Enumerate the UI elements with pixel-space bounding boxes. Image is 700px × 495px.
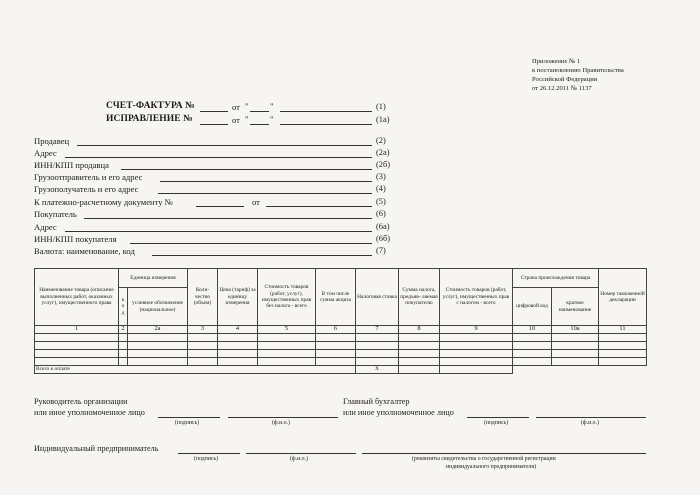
field-line-currency[interactable] xyxy=(152,255,372,256)
field-line-payment-doc-date[interactable] xyxy=(266,206,372,207)
appendix-line: от 26.12.2011 № 1137 xyxy=(532,85,592,92)
field-label-buyer: Покупатель xyxy=(34,209,77,219)
chief-name-line[interactable] xyxy=(536,417,646,418)
invoice-from-word: от xyxy=(232,102,240,112)
chief-label-line2: или иное уполномоченное лицо xyxy=(343,408,454,417)
invoice-code: (1) xyxy=(376,102,386,111)
correction-quote-close: " xyxy=(270,114,274,124)
table-cell[interactable] xyxy=(119,342,128,350)
column-number-row xyxy=(35,326,647,334)
table-cell[interactable] xyxy=(188,342,218,350)
table-cell[interactable] xyxy=(440,358,513,366)
table-cell[interactable] xyxy=(35,358,119,366)
table-cell[interactable] xyxy=(356,334,399,342)
field-code: (2б) xyxy=(376,160,391,169)
table-cell[interactable] xyxy=(258,350,316,358)
field-code: (5) xyxy=(376,197,386,206)
column-number: 11 xyxy=(599,326,647,334)
correction-month-line[interactable] xyxy=(280,124,372,125)
table-cell[interactable] xyxy=(258,342,316,350)
table-cell[interactable] xyxy=(440,342,513,350)
column-number: 8 xyxy=(399,326,440,334)
table-cell[interactable] xyxy=(440,350,513,358)
table-cell[interactable] xyxy=(258,358,316,366)
field-code: (6а) xyxy=(376,222,390,231)
total-empty xyxy=(513,366,647,374)
head-label-line2: или иное уполномоченное лицо xyxy=(34,408,145,417)
field-line-shipper[interactable] xyxy=(160,181,372,182)
header-customs: Номер таможенной декларации xyxy=(599,269,647,326)
field-code: (6б) xyxy=(376,234,391,243)
table-cell[interactable] xyxy=(513,342,552,350)
field-label-seller-inn: ИНН/КПП продавца xyxy=(34,160,109,170)
field-code: (2) xyxy=(376,136,386,145)
table-cell[interactable] xyxy=(599,342,647,350)
field-label-consignee: Грузополучатель и его адрес xyxy=(34,184,139,194)
head-name-line[interactable] xyxy=(228,417,338,418)
table-cell[interactable] xyxy=(599,334,647,342)
table-header-row xyxy=(35,269,647,288)
invoice-month-line[interactable] xyxy=(280,111,372,112)
correction-code: (1а) xyxy=(376,115,390,124)
field-line-payment-doc-number[interactable] xyxy=(196,206,244,207)
field-code: (4) xyxy=(376,184,386,193)
table-cell[interactable] xyxy=(513,334,552,342)
appendix-line: Российской Федерации xyxy=(532,76,598,83)
table-cell[interactable] xyxy=(356,350,399,358)
head-signature-caption: (подпись) xyxy=(175,420,200,426)
table-cell[interactable] xyxy=(258,334,316,342)
invoice-title: СЧЕТ-ФАКТУРА № xyxy=(106,101,195,111)
correction-number-line[interactable] xyxy=(200,124,228,125)
invoice-quote-close: " xyxy=(270,101,274,111)
chief-signature-line[interactable] xyxy=(467,417,529,418)
correction-quote-open: " xyxy=(245,114,249,124)
field-line-buyer-inn[interactable] xyxy=(130,243,372,244)
field-label-payment-doc: К платежно-расчетному документу № xyxy=(34,197,173,207)
table-cell[interactable] xyxy=(128,358,188,366)
table-cell[interactable] xyxy=(119,358,128,366)
header-qty: Коли- чество (объем) xyxy=(188,269,218,326)
table-cell[interactable] xyxy=(552,342,599,350)
header-excise: В том числе сумма акциза xyxy=(316,269,356,326)
total-mark: X xyxy=(356,366,399,374)
table-cell[interactable] xyxy=(128,350,188,358)
table-cell[interactable] xyxy=(356,358,399,366)
field-line-seller-address[interactable] xyxy=(65,157,372,158)
entrepreneur-name-caption: (ф.и.о.) xyxy=(290,456,308,462)
table-cell[interactable] xyxy=(188,350,218,358)
table-cell[interactable] xyxy=(188,334,218,342)
table-cell[interactable] xyxy=(513,358,552,366)
column-number: 6 xyxy=(316,326,356,334)
field-label-buyer-inn: ИНН/КПП покупателя xyxy=(34,234,117,244)
requisites-caption-line2: индивидуального предпринимателя) xyxy=(446,464,537,470)
invoice-number-line[interactable] xyxy=(200,111,228,112)
table-cell[interactable] xyxy=(399,342,440,350)
total-tax-cell[interactable] xyxy=(399,366,440,374)
goods-table xyxy=(34,268,647,374)
field-line-seller-inn[interactable] xyxy=(121,169,372,170)
column-number: 4 xyxy=(218,326,258,334)
field-label-seller-address: Адрес xyxy=(34,148,57,158)
header-price: Цена (тариф) за единицу измерения xyxy=(218,269,258,326)
table-cell[interactable] xyxy=(399,358,440,366)
field-line-buyer[interactable] xyxy=(84,218,372,219)
entrepreneur-name-line[interactable] xyxy=(246,453,356,454)
header-origin: Страна происхождения товара xyxy=(513,269,599,288)
field-line-buyer-address[interactable] xyxy=(65,231,372,232)
field-label-shipper: Грузоотправитель и его адрес xyxy=(34,172,143,182)
column-number: 10а xyxy=(552,326,599,334)
total-label: Всего к оплате xyxy=(35,366,356,374)
table-cell[interactable] xyxy=(35,350,119,358)
column-number: 1 xyxy=(35,326,119,334)
appendix-line: Приложение № 1 xyxy=(532,58,581,65)
table-cell[interactable] xyxy=(399,350,440,358)
entrepreneur-requisites-line[interactable] xyxy=(362,453,646,454)
field-line-consignee[interactable] xyxy=(158,193,372,194)
entrepreneur-label: Индивидуальный предприниматель xyxy=(34,444,159,453)
header-origin-code: цифровой код xyxy=(513,288,552,326)
head-name-caption: (ф.и.о.) xyxy=(272,420,290,426)
header-tax-rate: Налоговая ставка xyxy=(356,269,399,326)
table-cell[interactable] xyxy=(552,334,599,342)
field-code: (7) xyxy=(376,246,386,255)
header-origin-name: краткое наименование xyxy=(552,288,599,326)
column-number: 9 xyxy=(440,326,513,334)
table-cell[interactable] xyxy=(316,334,356,342)
requisites-caption-line1: (реквизиты свидетельства о государственной регистрации xyxy=(412,456,556,462)
column-number: 2а xyxy=(128,326,188,334)
appendix-line: к постановлению Правительства xyxy=(532,67,624,74)
field-code: (3) xyxy=(376,172,386,181)
table-cell[interactable] xyxy=(316,342,356,350)
invoice-quote-open: " xyxy=(245,101,249,111)
table-cell[interactable] xyxy=(119,334,128,342)
field-code: (2а) xyxy=(376,148,390,157)
header-unit: Единица измерения xyxy=(119,269,188,288)
table-cell[interactable] xyxy=(513,350,552,358)
table-cell[interactable] xyxy=(35,342,119,350)
entrepreneur-signature-caption: (подпись) xyxy=(194,456,219,462)
correction-from-word: от xyxy=(232,115,240,125)
chief-signature-caption: (подпись) xyxy=(484,420,509,426)
column-number: 10 xyxy=(513,326,552,334)
header-unit-name: условное обозначение (национальное) xyxy=(128,288,188,326)
table-cell[interactable] xyxy=(599,350,647,358)
field-payment-doc-from: от xyxy=(252,197,260,207)
table-row[interactable] xyxy=(35,350,647,358)
table-cell[interactable] xyxy=(316,358,356,366)
table-cell[interactable] xyxy=(218,334,258,342)
table-cell[interactable] xyxy=(218,358,258,366)
table-cell[interactable] xyxy=(119,350,128,358)
table-cell[interactable] xyxy=(399,334,440,342)
header-goods: Наименование товара (описание выполненных работ, оказанных услуг), имущественного права xyxy=(35,269,119,326)
appendix-note xyxy=(532,57,624,93)
column-number: 7 xyxy=(356,326,399,334)
column-number: 2 xyxy=(119,326,128,334)
table-cell[interactable] xyxy=(218,350,258,358)
table-cell[interactable] xyxy=(552,350,599,358)
table-row[interactable] xyxy=(35,358,647,366)
header-cost-with-tax: Стоимость товаров (работ, услуг), имущественных прав с налогом - всего xyxy=(440,269,513,326)
header-unit-code: к о д xyxy=(119,288,128,326)
chief-label-line1: Главный бухгалтер xyxy=(343,397,410,406)
invoice-day-line[interactable] xyxy=(250,111,269,112)
table-cell[interactable] xyxy=(356,342,399,350)
column-number: 3 xyxy=(188,326,218,334)
correction-title: ИСПРАВЛЕНИЕ № xyxy=(106,114,193,124)
head-label-line1: Руководитель организации xyxy=(34,397,128,406)
table-cell[interactable] xyxy=(128,342,188,350)
table-cell[interactable] xyxy=(188,358,218,366)
table-row[interactable] xyxy=(35,334,647,342)
total-cost-cell[interactable] xyxy=(440,366,513,374)
chief-name-caption: (ф.и.о.) xyxy=(581,420,599,426)
header-cost-no-tax: Стоимость товаров (работ, услуг), имущественных прав без налога - всего xyxy=(258,269,316,326)
header-tax-sum: Сумма налога, предъяв- ляемая покупателю xyxy=(399,269,440,326)
field-code: (6) xyxy=(376,209,386,218)
table-cell[interactable] xyxy=(552,358,599,366)
table-cell[interactable] xyxy=(128,334,188,342)
table-cell[interactable] xyxy=(440,334,513,342)
field-label-seller: Продавец xyxy=(34,136,70,146)
table-cell[interactable] xyxy=(599,358,647,366)
table-cell[interactable] xyxy=(35,334,119,342)
field-label-buyer-address: Адрес xyxy=(34,222,57,232)
field-label-currency: Валюта: наименование, код xyxy=(34,246,135,256)
entrepreneur-signature-line[interactable] xyxy=(178,453,240,454)
head-signature-line[interactable] xyxy=(158,417,220,418)
field-line-seller[interactable] xyxy=(77,145,372,146)
column-number: 5 xyxy=(258,326,316,334)
table-cell[interactable] xyxy=(316,350,356,358)
correction-day-line[interactable] xyxy=(250,124,269,125)
table-cell[interactable] xyxy=(218,342,258,350)
table-row[interactable] xyxy=(35,342,647,350)
total-row xyxy=(35,366,647,374)
